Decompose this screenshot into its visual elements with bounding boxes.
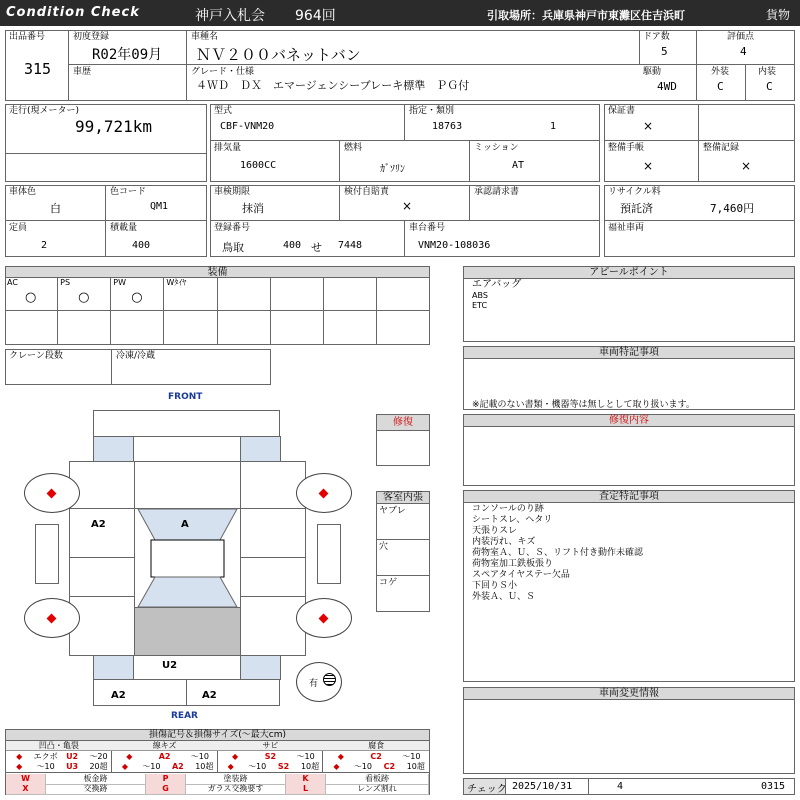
equipment-cell xyxy=(271,311,324,345)
assessment-block xyxy=(463,490,795,682)
header-title: Condition Check xyxy=(6,5,140,20)
legend-cell: U2 xyxy=(66,752,79,761)
repair-mark-label: 修復 xyxy=(377,415,429,431)
first-reg-label: 初度登録 xyxy=(73,32,110,42)
inspection-value: 抹消 xyxy=(242,202,264,215)
notes-title: 車両特記事項 xyxy=(464,347,794,359)
legend-cell: ～10 xyxy=(402,752,421,761)
legend-cell: ◆ xyxy=(121,762,129,771)
body-color-value: 白 xyxy=(50,202,61,215)
plate-label: 登録番号 xyxy=(214,223,251,233)
displacement-label: 排気量 xyxy=(214,143,242,153)
notes-text: ※記載のない書類・機器等は無しとして取り扱います。 xyxy=(472,400,695,410)
insurance-value: × xyxy=(402,199,413,213)
damage-mark-left-front: A2 xyxy=(91,519,106,530)
capacity-value: 2 xyxy=(41,240,48,251)
damage-mark-rear-right: A2 xyxy=(202,690,217,701)
warranty-label: 保証書 xyxy=(608,106,636,116)
assessment-item: 外装Ａ、Ｕ、Ｓ xyxy=(472,592,536,602)
recycle-label: リサイクル料 xyxy=(608,187,661,197)
legend-code: W xyxy=(6,774,46,785)
legend-cell: ～10 xyxy=(142,762,161,771)
assessment-item: 荷物室加工鉄板張り xyxy=(472,559,554,569)
legend-codes xyxy=(6,774,429,795)
assessment-item: 荷物室Ａ、Ｕ、Ｓ、リフト付き動作未確認 xyxy=(472,548,644,558)
pickup-location: 引取場所：兵庫県神戸市東灘区住吉浜町 xyxy=(487,9,685,22)
spare-tire[interactable] xyxy=(296,662,342,702)
tire-marker xyxy=(319,614,329,624)
legend-group-title: 線キズ xyxy=(112,741,218,751)
fuel-value: ｶﾞｿﾘﾝ xyxy=(380,164,405,175)
front-bumper[interactable] xyxy=(93,410,280,437)
assessment-item: スペアタイヤステー欠品 xyxy=(472,570,570,580)
legend-code: L xyxy=(286,784,326,795)
interior-block xyxy=(376,491,430,612)
interior-row xyxy=(377,540,429,576)
equipment-cell xyxy=(111,311,164,345)
appeal-item: ETC xyxy=(472,301,488,310)
inspection-label: 車検期限 xyxy=(214,187,251,197)
legend-code: X xyxy=(6,784,46,795)
mission-value: AT xyxy=(512,160,525,171)
lot-label: 出品番号 xyxy=(9,32,46,42)
assessment-item: 天張りスレ xyxy=(472,526,518,536)
left-step[interactable] xyxy=(35,524,59,584)
equipment-cell xyxy=(5,311,58,345)
tailgate[interactable] xyxy=(133,655,241,680)
legend-group xyxy=(323,741,429,773)
legend-code: P xyxy=(146,774,186,785)
legend-cell: ◆ xyxy=(232,752,239,761)
taillight-left[interactable] xyxy=(93,655,134,680)
interior-row xyxy=(377,504,429,540)
equipment-mark: ○ xyxy=(131,290,143,305)
history-label: 車歴 xyxy=(73,67,92,77)
legend-cell: 20超 xyxy=(89,762,108,771)
legend-code: ガラス交換要す xyxy=(186,784,286,795)
crane-label: クレーン段数 xyxy=(9,351,63,361)
ext-label: 外装 xyxy=(711,67,730,77)
changes-title: 車両変更情報 xyxy=(464,688,794,700)
legend-cell: C2 xyxy=(370,752,382,761)
record-label: 整備記録 xyxy=(703,143,740,153)
assessment-list xyxy=(472,504,643,603)
score-value: 4 xyxy=(740,45,747,58)
legend-code: レンズ割れ xyxy=(326,784,429,795)
legend-cell: 10超 xyxy=(300,762,320,771)
equipment-label: PS xyxy=(60,278,71,287)
record-value: × xyxy=(741,159,752,173)
repair-title: 修復内容 xyxy=(464,415,794,427)
lot-number: 315 xyxy=(24,60,52,78)
appeal-list xyxy=(472,279,521,311)
tire-front-right[interactable] xyxy=(296,473,352,513)
warranty-value: × xyxy=(643,119,654,133)
legend-cell: A2 xyxy=(171,762,184,771)
repair-mark-box xyxy=(376,414,430,466)
equipment-cell xyxy=(218,311,271,345)
legend-cell: U3 xyxy=(66,762,79,771)
legend-cell: ～10 xyxy=(353,762,372,771)
legend-cell: C2 xyxy=(383,762,396,771)
right-step[interactable] xyxy=(317,524,341,584)
legend-block xyxy=(5,729,430,795)
spare-label: 有 xyxy=(309,679,319,689)
check-id: 0315 xyxy=(761,781,786,792)
equipment-mark: ○ xyxy=(25,290,37,305)
assessment-item: コンソールのり跡 xyxy=(472,504,544,514)
legend-cell: 10超 xyxy=(195,762,214,771)
model-value: CBF-VNM20 xyxy=(220,121,275,132)
legend-cell: ～10 xyxy=(248,762,267,771)
right-front-door[interactable] xyxy=(240,508,306,558)
grade-value: ４ＷＤ ＤＸ エマージェンシーブレーキ標準 ＰＧ付 xyxy=(196,79,470,92)
recycle-fee: 7,460円 xyxy=(710,202,755,215)
check-label: チェック xyxy=(467,784,507,795)
damage-mark-hood: A xyxy=(181,519,189,530)
right-quarter[interactable] xyxy=(240,596,306,656)
name-label: 車種名 xyxy=(191,32,219,42)
check-date-divider xyxy=(588,779,589,794)
ext-value: C xyxy=(717,80,724,93)
recycle-status: 預託済 xyxy=(620,202,653,215)
front-grille[interactable] xyxy=(133,436,241,462)
hood[interactable] xyxy=(134,461,241,509)
equipment-title: 装備 xyxy=(6,267,429,278)
legend-cell: ◆ xyxy=(227,762,234,771)
warranty-right-cell xyxy=(699,104,795,141)
doors-value: 5 xyxy=(661,45,668,58)
right-front-fender[interactable] xyxy=(240,461,306,509)
assessment-title: 査定特記事項 xyxy=(464,491,794,503)
equipment-cell xyxy=(164,311,217,345)
body-color-label: 車体色 xyxy=(9,187,37,197)
header-bar xyxy=(0,0,800,26)
legend-group xyxy=(6,741,112,773)
equipment-cell xyxy=(58,311,111,345)
equipment-label: PW xyxy=(113,278,126,287)
legend-cell: ～10 xyxy=(190,752,209,761)
plate-kana: せ xyxy=(311,241,322,254)
check-date: 2025/10/31 xyxy=(512,781,573,792)
legend-code: 看板跡 xyxy=(326,774,429,785)
legend-group xyxy=(218,741,324,773)
chassis-value: VNM20-108036 xyxy=(418,240,491,251)
rear-bumper-left[interactable] xyxy=(93,679,187,706)
displacement-value: 1600CC xyxy=(240,160,277,171)
classification-value: 1 xyxy=(550,121,557,132)
legend-code: 交換跡 xyxy=(46,784,146,795)
assessment-item: シートスレ、ヘタリ xyxy=(472,515,553,525)
legend-code: 板金跡 xyxy=(46,774,146,785)
legend-code: 塗装跡 xyxy=(186,774,286,785)
score-label: 評価点 xyxy=(727,32,755,42)
equipment-label: AC xyxy=(7,278,18,287)
int-value: C xyxy=(766,80,773,93)
legend-group-title: 腐食 xyxy=(323,741,429,751)
legend-cell: 10超 xyxy=(406,762,425,771)
legend-cell: ～20 xyxy=(89,752,108,761)
appeal-block xyxy=(463,266,795,342)
equipment-grid xyxy=(5,277,430,345)
color-code-value: QM1 xyxy=(150,201,169,212)
interior-rows xyxy=(377,504,429,612)
legend-cell: S2 xyxy=(264,752,277,761)
rear-label: REAR xyxy=(171,711,198,721)
int-label: 内装 xyxy=(758,67,777,77)
designation-label: 指定・類別 xyxy=(409,106,455,116)
left-front-door[interactable] xyxy=(69,508,135,558)
equipment-cell xyxy=(58,277,111,311)
legend-cell: ◆ xyxy=(126,752,133,761)
vehicle-name: ＮＶ２００バネットバン xyxy=(196,46,361,64)
cargo-floor[interactable] xyxy=(134,607,241,656)
legend-cell: ◆ xyxy=(16,762,23,771)
left-rear-panel[interactable] xyxy=(69,557,135,597)
doors-label: ドア数 xyxy=(643,32,670,42)
legend-code: G xyxy=(146,784,186,795)
mileage-label: 走行(現メーター) xyxy=(9,106,80,116)
tire-marker xyxy=(319,489,329,499)
equipment-cell xyxy=(377,277,430,311)
auction-name: 神戸入札会 xyxy=(195,8,265,24)
interior-row xyxy=(377,576,429,612)
legend-cell: ～10 xyxy=(296,752,315,761)
chassis-label: 車台番号 xyxy=(409,223,446,233)
legend-cell: ◆ xyxy=(337,752,344,761)
legend-group-title: サビ xyxy=(218,741,324,751)
legend-cell: S2 xyxy=(277,762,290,771)
damage-mark-rear-left: A2 xyxy=(111,690,126,701)
assessment-item: 内装汚れ、キズ xyxy=(472,537,536,547)
equipment-cell xyxy=(324,311,377,345)
right-rear-panel[interactable] xyxy=(240,557,306,597)
first-reg-value: R02年09月 xyxy=(92,47,163,63)
legend-cell: ～10 xyxy=(36,762,55,771)
plate-class: 400 xyxy=(283,240,302,251)
appeal-title: アピールポイント xyxy=(464,267,794,279)
spare-hatch-icon xyxy=(323,673,336,686)
damage-mark-tailgate: U2 xyxy=(162,660,178,671)
capacity-label: 定員 xyxy=(9,223,28,233)
taillight-right[interactable] xyxy=(240,655,281,680)
tire-marker xyxy=(47,489,57,499)
plate-pref: 鳥取 xyxy=(222,241,244,254)
drive-value: 4WD xyxy=(657,80,677,93)
equipment-cell xyxy=(164,277,217,311)
notes-block xyxy=(463,346,795,410)
fridge-label: 冷凍/冷蔵 xyxy=(116,351,156,361)
left-quarter[interactable] xyxy=(69,596,135,656)
legend-cell: ◆ xyxy=(16,752,23,761)
assessment-item: 下回りＳ小 xyxy=(472,581,518,591)
rear-bumper-right[interactable] xyxy=(186,679,280,706)
auction-session: 964回 xyxy=(295,8,336,24)
fuel-label: 燃料 xyxy=(344,143,363,153)
equipment-cell xyxy=(5,277,58,311)
equipment-cell xyxy=(218,277,271,311)
legend-group xyxy=(112,741,218,773)
appeal-item: ABS xyxy=(472,291,488,300)
headlight-right[interactable] xyxy=(240,436,281,462)
interior-title: 客室内張 xyxy=(377,492,429,504)
manual-value: × xyxy=(643,159,654,173)
load-label: 積載量 xyxy=(110,223,138,233)
model-label: 型式 xyxy=(214,106,233,116)
load-value: 400 xyxy=(132,240,151,251)
interior-item: ヤブレ xyxy=(379,506,406,516)
drive-label: 駆動 xyxy=(643,67,662,77)
mileage-value: 99,721km xyxy=(75,117,153,136)
tire-rear-left[interactable] xyxy=(24,598,80,638)
legend-cell: ◆ xyxy=(333,762,340,771)
legend-groups xyxy=(6,741,429,773)
appeal-item: エアバッグ xyxy=(472,279,522,290)
equipment-label: Wﾀｲﾔ xyxy=(166,278,187,287)
repair-block xyxy=(463,414,795,486)
legend-cell: A2 xyxy=(158,752,171,761)
grade-label: グレード・仕様 xyxy=(191,67,255,77)
interior-item: 穴 xyxy=(379,542,389,552)
equipment-mark: ○ xyxy=(78,290,90,305)
equipment-cell xyxy=(324,277,377,311)
check-num: 4 xyxy=(617,781,624,792)
welfare-label: 福祉車両 xyxy=(608,223,645,233)
front-label: FRONT xyxy=(168,392,203,402)
legend-code: K xyxy=(286,774,326,785)
left-front-fender[interactable] xyxy=(69,461,135,509)
equipment-cell xyxy=(377,311,430,345)
mission-label: ミッション xyxy=(474,143,519,153)
changes-block xyxy=(463,687,795,774)
legend-title: 損傷記号＆損傷サイズ(～最大cm) xyxy=(6,730,429,741)
tire-marker xyxy=(47,614,57,624)
color-code-label: 色コード xyxy=(110,187,147,197)
headlight-left[interactable] xyxy=(93,436,134,462)
manual-label: 整備手帳 xyxy=(608,143,645,153)
legend-cell: エクボ xyxy=(33,752,58,761)
equipment-cell xyxy=(111,277,164,311)
insurance-label: 検付自賠責 xyxy=(344,187,390,197)
legend-group-title: 凹凸・亀裂 xyxy=(6,741,112,751)
vehicle-category: 貨物 xyxy=(766,8,791,22)
check-block xyxy=(463,778,795,795)
equipment-cell xyxy=(271,277,324,311)
tire-rear-right[interactable] xyxy=(296,598,352,638)
plate-number: 7448 xyxy=(338,240,363,251)
interior-item: コゲ xyxy=(379,578,398,588)
designation-value: 18763 xyxy=(432,121,463,132)
tire-front-left[interactable] xyxy=(24,473,80,513)
approval-label: 承認請求書 xyxy=(474,187,520,197)
